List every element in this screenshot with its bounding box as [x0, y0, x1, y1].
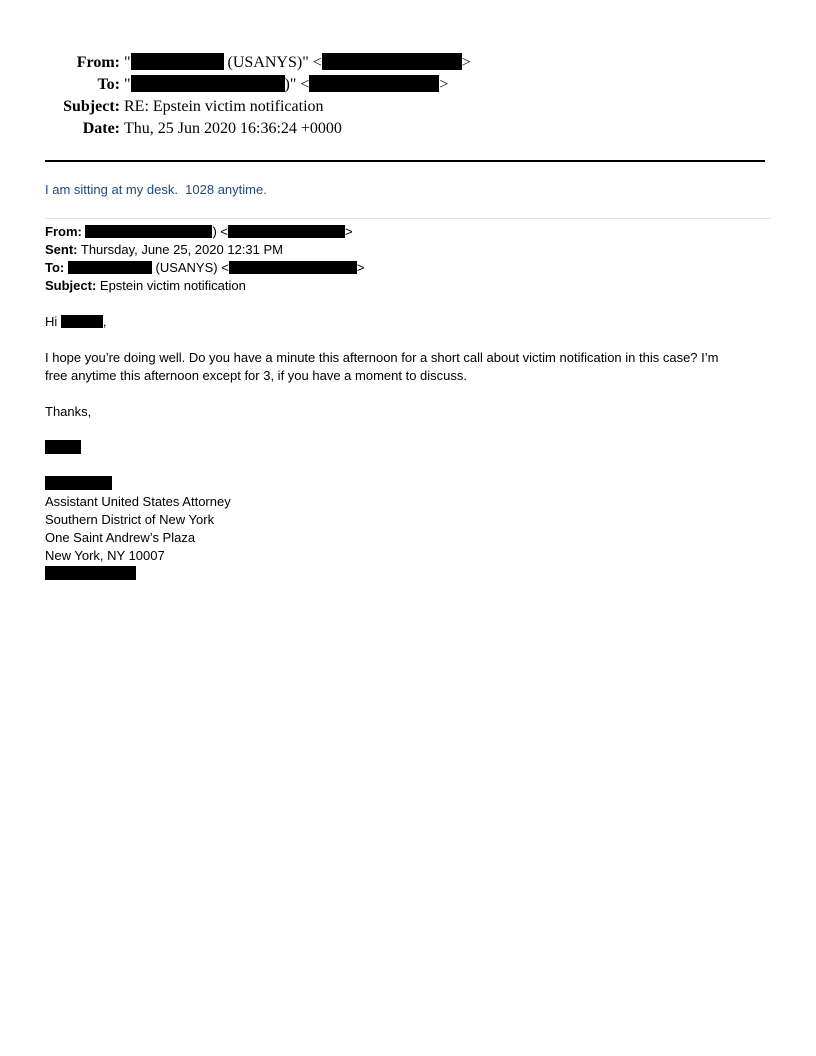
- signature-office: Southern District of New York: [45, 512, 215, 527]
- header-divider: [45, 160, 765, 162]
- quoted-to-label: To:: [45, 260, 65, 275]
- quoted-subject-label: Subject:: [45, 278, 97, 293]
- quoted-to-org: (USANYS) <: [151, 260, 229, 275]
- quote-mark: ": [124, 76, 131, 93]
- signature-name: [45, 439, 765, 457]
- signature-fullname: [45, 475, 765, 493]
- redaction-block: [68, 261, 152, 274]
- redaction-block: [309, 75, 439, 92]
- quoted-to-row: [45, 259, 765, 277]
- greeting-comma: ,: [102, 314, 107, 329]
- angle-close: >: [356, 260, 365, 275]
- quoted-message: [45, 223, 765, 583]
- angle-close: >: [461, 54, 471, 71]
- signature-phone: [45, 565, 765, 583]
- quoted-from-mid: ) <: [212, 224, 229, 239]
- to-mid: )" <: [284, 76, 310, 93]
- from-value: [124, 52, 471, 74]
- quoted-sent-label: Sent:: [45, 242, 78, 257]
- date-label: Date:: [82, 120, 120, 137]
- quoted-subject-row: [45, 277, 765, 295]
- redaction-block: [45, 566, 136, 580]
- greeting-line: [45, 313, 765, 331]
- date-value: Thu, 25 Jun 2020 16:36:24 +0000: [124, 120, 342, 137]
- redaction-block: [228, 225, 345, 238]
- signature-address2: New York, NY 10007: [45, 548, 165, 563]
- redaction-block: [45, 476, 112, 490]
- redaction-block: [322, 53, 462, 70]
- body-line: I hope you’re doing well. Do you have a minute this afternoon for a short call about victim notification in this case? I’m: [45, 350, 719, 365]
- to-value: [124, 74, 448, 96]
- redaction-block: [229, 261, 357, 274]
- redaction-block: [45, 440, 81, 454]
- angle-close: >: [439, 76, 449, 93]
- quoted-sent-row: [45, 241, 765, 259]
- closing: Thanks,: [45, 404, 92, 419]
- greeting: Hi: [45, 314, 58, 329]
- redaction-block: [131, 75, 285, 92]
- from-label: From:: [76, 54, 120, 71]
- redaction-block: [61, 315, 103, 328]
- quoted-sent-value: Thursday, June 25, 2020 12:31 PM: [77, 242, 283, 257]
- signature-address1: One Saint Andrew’s Plaza: [45, 530, 196, 545]
- quoted-subject-value: Epstein victim notification: [96, 278, 246, 293]
- quoted-divider: [45, 218, 771, 219]
- from-org: (USANYS)" <: [223, 54, 322, 71]
- to-label: To:: [97, 76, 120, 93]
- redaction-block: [131, 53, 224, 70]
- reply-text: I am sitting at my desk. 1028 anytime.: [45, 182, 267, 197]
- quoted-from-row: [45, 223, 765, 241]
- body-line: free anytime this afternoon except for 3, if you have a moment to discuss.: [45, 368, 467, 383]
- redaction-block: [85, 225, 212, 238]
- quoted-from-label: From:: [45, 224, 82, 239]
- subject-label: Subject:: [63, 98, 120, 115]
- signature-title: Assistant United States Attorney: [45, 494, 231, 509]
- subject-value: RE: Epstein victim notification: [124, 98, 324, 115]
- quote-mark: ": [124, 54, 131, 71]
- angle-close: >: [345, 224, 353, 239]
